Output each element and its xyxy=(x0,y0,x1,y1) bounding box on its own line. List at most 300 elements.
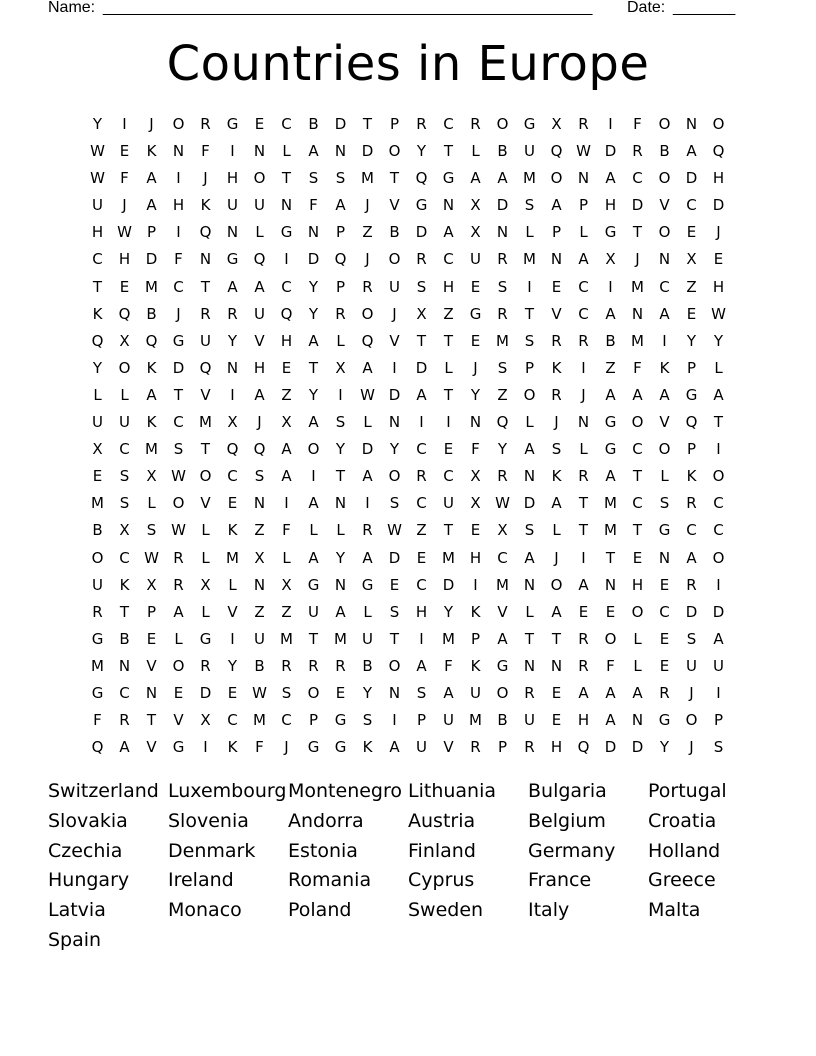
grid-letter[interactable]: P xyxy=(308,711,319,730)
grid-letter[interactable]: A xyxy=(119,738,130,757)
grid-letter[interactable]: S xyxy=(659,494,670,513)
grid-letter[interactable]: O xyxy=(388,656,401,675)
grid-letter[interactable]: P xyxy=(578,196,589,215)
grid-letter[interactable]: A xyxy=(686,142,697,161)
grid-letter[interactable]: L xyxy=(255,223,264,242)
grid-letter[interactable]: W xyxy=(495,494,510,513)
grid-letter[interactable]: I xyxy=(419,413,424,432)
grid-letter[interactable]: N xyxy=(469,413,482,432)
grid-letter[interactable]: N xyxy=(388,413,401,432)
grid-letter[interactable]: A xyxy=(713,629,724,648)
grid-letter[interactable]: A xyxy=(605,683,616,702)
grid-letter[interactable]: Q xyxy=(118,304,131,323)
grid-letter[interactable]: N xyxy=(199,250,212,269)
grid-letter[interactable]: X xyxy=(200,711,211,730)
grid-letter[interactable]: O xyxy=(91,548,104,567)
grid-letter[interactable]: Y xyxy=(659,738,670,757)
grid-letter[interactable]: G xyxy=(199,629,212,648)
grid-letter[interactable]: V xyxy=(659,196,670,215)
grid-letter[interactable]: D xyxy=(388,385,401,404)
grid-letter[interactable]: G xyxy=(604,413,617,432)
grid-letter[interactable]: R xyxy=(416,115,427,133)
grid-letter[interactable]: X xyxy=(497,521,508,540)
grid-letter[interactable]: A xyxy=(605,467,616,486)
grid-letter[interactable]: F xyxy=(309,196,318,215)
grid-letter[interactable]: U xyxy=(119,413,130,432)
grid-letter[interactable]: O xyxy=(388,142,401,161)
grid-letter[interactable]: R xyxy=(524,738,535,757)
grid-letter[interactable]: Y xyxy=(713,331,724,350)
grid-letter[interactable]: L xyxy=(174,629,183,648)
grid-letter[interactable]: R xyxy=(470,115,481,133)
grid-letter[interactable]: K xyxy=(470,656,481,675)
grid-letter[interactable]: T xyxy=(551,629,562,648)
grid-letter[interactable]: E xyxy=(470,331,481,350)
grid-letter[interactable]: R xyxy=(497,304,508,323)
grid-letter[interactable]: O xyxy=(307,440,320,459)
grid-letter[interactable]: N xyxy=(523,656,536,675)
grid-letter[interactable]: P xyxy=(335,223,346,242)
grid-letter[interactable]: G xyxy=(307,738,320,757)
grid-letter[interactable]: C xyxy=(713,494,724,513)
grid-letter[interactable]: L xyxy=(201,521,210,540)
grid-letter[interactable]: A xyxy=(335,602,346,621)
grid-letter[interactable]: T xyxy=(146,711,157,730)
grid-letter[interactable]: U xyxy=(254,629,265,648)
grid-letter[interactable]: B xyxy=(362,656,373,675)
grid-letter[interactable]: A xyxy=(362,358,373,377)
grid-letter[interactable]: U xyxy=(254,304,265,323)
grid-letter[interactable]: D xyxy=(172,358,185,377)
grid-letter[interactable]: N xyxy=(631,304,644,323)
grid-letter[interactable]: R xyxy=(200,115,211,133)
grid-letter[interactable]: L xyxy=(525,413,534,432)
grid-letter[interactable]: L xyxy=(633,656,642,675)
grid-letter[interactable]: G xyxy=(172,331,185,350)
grid-letter[interactable]: F xyxy=(444,656,453,675)
grid-letter[interactable]: H xyxy=(280,331,293,350)
grid-letter[interactable]: J xyxy=(581,385,586,404)
grid-letter[interactable]: L xyxy=(93,385,102,404)
grid-letter[interactable]: L xyxy=(309,521,318,540)
grid-letter[interactable]: K xyxy=(200,196,211,215)
grid-letter[interactable]: Y xyxy=(362,683,373,702)
grid-letter[interactable]: R xyxy=(632,142,643,161)
grid-letter[interactable]: U xyxy=(389,277,400,296)
grid-letter[interactable]: S xyxy=(173,440,184,459)
grid-letter[interactable]: D xyxy=(496,196,509,215)
grid-letter[interactable]: T xyxy=(92,277,103,296)
grid-letter[interactable]: S xyxy=(335,169,346,188)
grid-letter[interactable]: H xyxy=(550,738,563,757)
grid-letter[interactable]: D xyxy=(388,548,401,567)
grid-letter[interactable]: M xyxy=(253,711,266,730)
grid-letter[interactable]: A xyxy=(335,196,346,215)
grid-letter[interactable]: C xyxy=(578,304,589,323)
grid-letter[interactable]: A xyxy=(713,385,724,404)
grid-letter[interactable]: T xyxy=(335,467,346,486)
grid-letter[interactable]: N xyxy=(253,494,266,513)
grid-letter[interactable]: T xyxy=(713,413,724,432)
grid-letter[interactable]: A xyxy=(524,440,535,459)
grid-letter[interactable]: X xyxy=(146,467,157,486)
grid-letter[interactable]: K xyxy=(551,358,562,377)
grid-letter[interactable]: W xyxy=(117,223,132,242)
grid-letter[interactable]: G xyxy=(523,115,536,133)
grid-letter[interactable]: O xyxy=(388,250,401,269)
grid-letter[interactable]: O xyxy=(712,467,725,486)
grid-letter[interactable]: Q xyxy=(91,331,104,350)
grid-letter[interactable]: R xyxy=(173,548,184,567)
grid-letter[interactable]: C xyxy=(92,250,103,269)
grid-letter[interactable]: Z xyxy=(281,385,292,404)
grid-letter[interactable]: Y xyxy=(416,142,427,161)
grid-letter[interactable]: R xyxy=(416,250,427,269)
grid-letter[interactable]: G xyxy=(604,440,617,459)
grid-letter[interactable]: B xyxy=(389,223,400,242)
grid-letter[interactable]: T xyxy=(416,331,427,350)
grid-letter[interactable]: U xyxy=(416,738,427,757)
grid-letter[interactable]: A xyxy=(578,683,589,702)
grid-letter[interactable]: R xyxy=(92,602,103,621)
grid-letter[interactable]: Q xyxy=(496,413,509,432)
grid-letter[interactable]: A xyxy=(551,602,562,621)
grid-letter[interactable]: O xyxy=(172,494,185,513)
grid-letter[interactable]: B xyxy=(254,656,265,675)
grid-letter[interactable]: C xyxy=(632,494,643,513)
grid-letter[interactable]: G xyxy=(91,629,104,648)
grid-letter[interactable]: T xyxy=(281,169,292,188)
grid-letter[interactable]: X xyxy=(416,304,427,323)
grid-letter[interactable]: H xyxy=(712,277,725,296)
grid-letter[interactable]: T xyxy=(389,629,400,648)
grid-letter[interactable]: A xyxy=(497,169,508,188)
grid-letter[interactable]: Y xyxy=(227,656,238,675)
grid-letter[interactable]: A xyxy=(416,385,427,404)
grid-letter[interactable]: I xyxy=(365,494,370,513)
grid-letter[interactable]: M xyxy=(496,575,509,594)
grid-letter[interactable]: M xyxy=(604,521,617,540)
grid-letter[interactable]: H xyxy=(118,250,131,269)
grid-letter[interactable]: J xyxy=(392,304,397,323)
grid-letter[interactable]: V xyxy=(227,602,238,621)
grid-letter[interactable]: X xyxy=(686,250,697,269)
grid-letter[interactable]: P xyxy=(686,358,697,377)
grid-letter[interactable]: I xyxy=(311,467,316,486)
grid-letter[interactable]: N xyxy=(523,575,536,594)
grid-letter[interactable]: X xyxy=(281,575,292,594)
grid-letter[interactable]: C xyxy=(227,711,238,730)
grid-letter[interactable]: V xyxy=(146,656,157,675)
grid-letter[interactable]: I xyxy=(230,385,235,404)
grid-letter[interactable]: C xyxy=(443,467,454,486)
grid-letter[interactable]: I xyxy=(716,575,721,594)
grid-letter[interactable]: J xyxy=(284,738,289,757)
grid-letter[interactable]: E xyxy=(173,683,184,702)
grid-letter[interactable]: L xyxy=(525,602,534,621)
grid-letter[interactable]: O xyxy=(253,169,266,188)
grid-letter[interactable]: A xyxy=(146,385,157,404)
grid-letter[interactable]: T xyxy=(308,629,319,648)
grid-letter[interactable]: B xyxy=(497,142,508,161)
grid-letter[interactable]: I xyxy=(581,358,586,377)
grid-letter[interactable]: U xyxy=(524,142,535,161)
grid-letter[interactable]: O xyxy=(550,575,563,594)
grid-letter[interactable]: H xyxy=(631,575,644,594)
grid-letter[interactable]: H xyxy=(442,277,455,296)
grid-letter[interactable]: C xyxy=(173,277,184,296)
grid-letter[interactable]: L xyxy=(147,494,156,513)
grid-letter[interactable]: M xyxy=(604,494,617,513)
grid-letter[interactable]: D xyxy=(604,142,617,161)
grid-letter[interactable]: S xyxy=(497,277,508,296)
grid-letter[interactable]: T xyxy=(443,521,454,540)
grid-letter[interactable]: Y xyxy=(227,331,238,350)
grid-letter[interactable]: E xyxy=(686,304,697,323)
grid-letter[interactable]: C xyxy=(632,440,643,459)
grid-letter[interactable]: E xyxy=(551,277,562,296)
grid-letter[interactable]: E xyxy=(227,494,238,513)
grid-letter[interactable]: K xyxy=(146,413,157,432)
grid-letter[interactable]: R xyxy=(335,656,346,675)
grid-letter[interactable]: N xyxy=(604,575,617,594)
grid-letter[interactable]: M xyxy=(91,494,104,513)
grid-letter[interactable]: X xyxy=(335,358,346,377)
grid-letter[interactable]: V xyxy=(497,602,508,621)
grid-letter[interactable]: N xyxy=(658,250,671,269)
grid-letter[interactable]: N xyxy=(334,142,347,161)
grid-letter[interactable]: U xyxy=(200,331,211,350)
grid-letter[interactable]: A xyxy=(470,169,481,188)
grid-letter[interactable]: V xyxy=(200,385,211,404)
grid-letter[interactable]: N xyxy=(550,250,563,269)
grid-letter[interactable]: U xyxy=(254,196,265,215)
grid-letter[interactable]: E xyxy=(146,629,157,648)
grid-letter[interactable]: F xyxy=(93,711,102,730)
grid-letter[interactable]: A xyxy=(173,602,184,621)
grid-letter[interactable]: I xyxy=(446,413,451,432)
grid-letter[interactable]: L xyxy=(579,440,588,459)
grid-letter[interactable]: A xyxy=(308,413,319,432)
grid-letter[interactable]: E xyxy=(443,440,454,459)
grid-letter[interactable]: A xyxy=(659,385,670,404)
grid-letter[interactable]: B xyxy=(119,629,130,648)
grid-letter[interactable]: W xyxy=(360,385,375,404)
grid-letter[interactable]: X xyxy=(254,548,265,567)
grid-letter[interactable]: E xyxy=(659,629,670,648)
grid-letter[interactable]: G xyxy=(496,656,509,675)
grid-letter[interactable]: U xyxy=(524,711,535,730)
grid-letter[interactable]: Y xyxy=(335,440,346,459)
grid-letter[interactable]: I xyxy=(122,115,127,133)
grid-letter[interactable]: E xyxy=(551,683,562,702)
grid-letter[interactable]: J xyxy=(122,196,127,215)
grid-letter[interactable]: C xyxy=(443,115,454,133)
grid-letter[interactable]: M xyxy=(523,250,536,269)
grid-letter[interactable]: E xyxy=(713,250,724,269)
grid-letter[interactable]: X xyxy=(470,494,481,513)
grid-letter[interactable]: K xyxy=(146,358,157,377)
grid-letter[interactable]: M xyxy=(631,331,644,350)
grid-letter[interactable]: R xyxy=(551,385,562,404)
grid-letter[interactable]: U xyxy=(686,656,697,675)
grid-letter[interactable]: T xyxy=(632,223,643,242)
grid-letter[interactable]: P xyxy=(497,738,508,757)
grid-letter[interactable]: J xyxy=(176,304,181,323)
grid-letter[interactable]: D xyxy=(712,602,725,621)
grid-letter[interactable]: E xyxy=(254,115,265,133)
grid-letter[interactable]: O xyxy=(307,683,320,702)
grid-letter[interactable]: L xyxy=(336,521,345,540)
grid-letter[interactable]: Z xyxy=(416,521,427,540)
grid-letter[interactable]: N xyxy=(172,142,185,161)
grid-letter[interactable]: D xyxy=(631,738,644,757)
grid-letter[interactable]: A xyxy=(497,629,508,648)
grid-letter[interactable]: O xyxy=(658,223,671,242)
grid-letter[interactable]: X xyxy=(470,196,481,215)
grid-letter[interactable]: U xyxy=(92,196,103,215)
grid-letter[interactable]: E xyxy=(632,548,643,567)
grid-letter[interactable]: P xyxy=(470,629,481,648)
grid-letter[interactable]: P xyxy=(686,440,697,459)
grid-letter[interactable]: U xyxy=(443,494,454,513)
grid-letter[interactable]: S xyxy=(389,602,400,621)
grid-letter[interactable]: R xyxy=(362,521,373,540)
grid-letter[interactable]: D xyxy=(415,223,428,242)
grid-letter[interactable]: I xyxy=(230,629,235,648)
grid-letter[interactable]: W xyxy=(171,467,186,486)
grid-letter[interactable]: O xyxy=(631,602,644,621)
grid-letter[interactable]: W xyxy=(576,142,591,161)
grid-letter[interactable]: J xyxy=(149,115,154,133)
grid-letter[interactable]: X xyxy=(119,521,130,540)
grid-letter[interactable]: E xyxy=(389,575,400,594)
grid-letter[interactable]: A xyxy=(308,548,319,567)
grid-letter[interactable]: E xyxy=(659,656,670,675)
grid-letter[interactable]: N xyxy=(226,358,239,377)
grid-letter[interactable]: K xyxy=(659,358,670,377)
grid-letter[interactable]: C xyxy=(632,169,643,188)
grid-letter[interactable]: A xyxy=(362,548,373,567)
grid-letter[interactable]: A xyxy=(632,385,643,404)
grid-letter[interactable]: G xyxy=(226,250,239,269)
grid-letter[interactable]: R xyxy=(686,494,697,513)
grid-letter[interactable]: I xyxy=(662,331,667,350)
grid-letter[interactable]: J xyxy=(473,358,478,377)
grid-letter[interactable]: R xyxy=(497,467,508,486)
grid-letter[interactable]: U xyxy=(227,196,238,215)
grid-letter[interactable]: V xyxy=(443,738,454,757)
grid-letter[interactable]: U xyxy=(713,656,724,675)
grid-letter[interactable]: R xyxy=(578,115,589,133)
grid-letter[interactable]: N xyxy=(577,413,590,432)
grid-letter[interactable]: L xyxy=(363,413,372,432)
grid-letter[interactable]: W xyxy=(387,521,402,540)
grid-letter[interactable]: R xyxy=(308,656,319,675)
grid-letter[interactable]: A xyxy=(362,467,373,486)
grid-letter[interactable]: H xyxy=(712,169,725,188)
grid-letter[interactable]: U xyxy=(470,250,481,269)
grid-letter[interactable]: I xyxy=(203,738,208,757)
grid-letter[interactable]: O xyxy=(550,169,563,188)
grid-letter[interactable]: R xyxy=(524,683,535,702)
grid-letter[interactable]: M xyxy=(469,711,482,730)
grid-letter[interactable]: A xyxy=(281,467,292,486)
grid-letter[interactable]: K xyxy=(119,575,130,594)
grid-letter[interactable]: O xyxy=(496,115,509,133)
grid-letter[interactable]: I xyxy=(176,169,181,188)
grid-letter[interactable]: L xyxy=(201,548,210,567)
grid-letter[interactable]: S xyxy=(119,467,130,486)
grid-letter[interactable]: S xyxy=(281,683,292,702)
grid-letter[interactable]: W xyxy=(711,304,726,323)
grid-letter[interactable]: M xyxy=(145,440,158,459)
grid-letter[interactable]: W xyxy=(90,142,105,161)
grid-letter[interactable]: V xyxy=(200,494,211,513)
grid-letter[interactable]: Z xyxy=(443,304,454,323)
grid-letter[interactable]: S xyxy=(713,738,724,757)
grid-letter[interactable]: J xyxy=(689,738,694,757)
grid-letter[interactable]: O xyxy=(361,304,374,323)
grid-letter[interactable]: Q xyxy=(415,169,428,188)
grid-letter[interactable]: Z xyxy=(281,602,292,621)
grid-letter[interactable]: C xyxy=(659,277,670,296)
grid-letter[interactable]: X xyxy=(119,331,130,350)
grid-letter[interactable]: A xyxy=(551,494,562,513)
grid-letter[interactable]: L xyxy=(579,223,588,242)
grid-letter[interactable]: A xyxy=(146,169,157,188)
grid-letter[interactable]: U xyxy=(92,575,103,594)
grid-letter[interactable]: A xyxy=(443,683,454,702)
grid-letter[interactable]: T xyxy=(173,385,184,404)
grid-letter[interactable]: Q xyxy=(145,331,158,350)
grid-letter[interactable]: E xyxy=(578,602,589,621)
grid-letter[interactable]: A xyxy=(578,250,589,269)
grid-letter[interactable]: Y xyxy=(92,115,103,133)
grid-letter[interactable]: Y xyxy=(470,385,481,404)
grid-letter[interactable]: O xyxy=(604,629,617,648)
grid-letter[interactable]: J xyxy=(716,223,721,242)
grid-letter[interactable]: C xyxy=(119,683,130,702)
grid-letter[interactable]: C xyxy=(578,277,589,296)
grid-letter[interactable]: C xyxy=(416,575,427,594)
grid-letter[interactable]: N xyxy=(334,494,347,513)
grid-letter[interactable]: K xyxy=(551,467,562,486)
grid-letter[interactable]: M xyxy=(523,169,536,188)
grid-letter[interactable]: D xyxy=(685,602,698,621)
grid-letter[interactable]: X xyxy=(281,413,292,432)
grid-letter[interactable]: Q xyxy=(577,738,590,757)
grid-letter[interactable]: M xyxy=(91,656,104,675)
grid-letter[interactable]: K xyxy=(470,602,481,621)
grid-letter[interactable]: D xyxy=(523,494,536,513)
grid-letter[interactable]: P xyxy=(713,711,724,730)
grid-letter[interactable]: G xyxy=(658,711,671,730)
grid-letter[interactable]: O xyxy=(658,169,671,188)
grid-letter[interactable]: Q xyxy=(280,304,293,323)
grid-letter[interactable]: N xyxy=(280,196,293,215)
grid-letter[interactable]: I xyxy=(716,440,721,459)
grid-letter[interactable]: T xyxy=(632,467,643,486)
grid-letter[interactable]: L xyxy=(363,602,372,621)
grid-letter[interactable]: F xyxy=(282,521,291,540)
grid-letter[interactable]: H xyxy=(253,358,266,377)
grid-letter[interactable]: B xyxy=(497,711,508,730)
grid-letter[interactable]: J xyxy=(257,413,262,432)
grid-letter[interactable]: E xyxy=(119,277,130,296)
grid-letter[interactable]: I xyxy=(716,683,721,702)
grid-letter[interactable]: D xyxy=(685,169,698,188)
